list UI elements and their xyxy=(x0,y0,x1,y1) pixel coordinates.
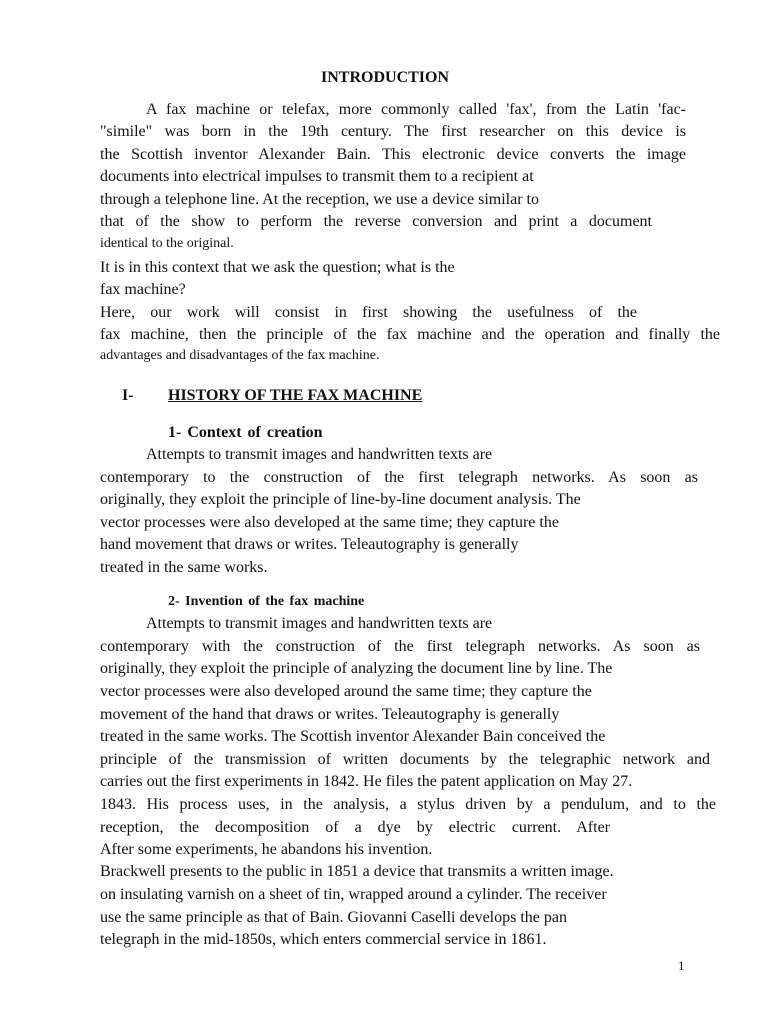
sub2-line: Attempts to transmit images and handwritten texts are xyxy=(146,615,493,632)
intro-line: identical to the original. xyxy=(100,236,234,251)
sub2-line: reception, the decomposition of a dye by electric current. After xyxy=(100,819,610,836)
sub2-line: originally, they exploit the principle of analyzing the document line by line. The xyxy=(100,660,613,677)
sub2-line: telegraph in the mid-1850s, which enters commercial service in 1861. xyxy=(100,931,547,948)
subsection-title: 1- Context of creation xyxy=(168,424,323,441)
page-number: 1 xyxy=(678,958,685,973)
section-title: HISTORY OF THE FAX MACHINE xyxy=(168,387,423,404)
intro-line: "simile" was born in the 19th century. The first researcher on this device is xyxy=(100,123,686,140)
sub2-line: treated in the same works. The Scottish inventor Alexander Bain conceived the xyxy=(100,728,606,745)
subsection-title: 2- Invention of the fax machine xyxy=(168,594,365,609)
sub2-line: carries out the first experiments in 1842. He files the patent application on May 27. xyxy=(100,773,633,790)
sub1-line: hand movement that draws or writes. Teleautography is generally xyxy=(100,536,519,553)
sub2-line: movement of the hand that draws or writes. Teleautography is generally xyxy=(100,706,560,723)
intro-line: It is in this context that we ask the question; what is the xyxy=(100,259,455,276)
intro-line: that of the show to perform the reverse conversion and print a document xyxy=(100,213,652,230)
sub1-line: Attempts to transmit images and handwritten texts are xyxy=(146,446,493,463)
sub2-line: contemporary with the construction of the first telegraph networks. As soon as xyxy=(100,638,700,655)
intro-line: A fax machine or telefax, more commonly called 'fax', from the Latin 'fac- xyxy=(146,101,686,118)
sub2-line: After some experiments, he abandons his invention. xyxy=(100,841,433,858)
intro-line: advantages and disadvantages of the fax machine. xyxy=(100,348,380,363)
sub2-line: use the same principle as that of Bain. Giovanni Caselli develops the pan xyxy=(100,909,567,926)
intro-line: documents into electrical impulses to transmit them to a recipient at xyxy=(100,168,534,185)
intro-title: INTRODUCTION xyxy=(321,69,450,86)
sub2-line: 1843. His process uses, in the analysis, a stylus driven by a pendulum, and to the xyxy=(100,796,716,813)
sub2-line: Brackwell presents to the public in 1851 a device that transmits a written image. xyxy=(100,863,614,880)
intro-line: the Scottish inventor Alexander Bain. This electronic device converts the image xyxy=(100,146,686,163)
intro-line: fax machine, then the principle of the fax machine and the operation and finally the xyxy=(100,326,720,343)
sub1-line: vector processes were also developed at the same time; they capture the xyxy=(100,514,559,531)
intro-line: Here, our work will consist in first showing the usefulness of the xyxy=(100,304,637,321)
intro-line: fax machine? xyxy=(100,281,186,298)
sub1-line: treated in the same works. xyxy=(100,559,268,576)
section-number: I- xyxy=(122,387,134,404)
sub2-line: principle of the transmission of written documents by the telegraphic network and xyxy=(100,751,710,768)
sub1-line: contemporary to the construction of the first telegraph networks. As soon as xyxy=(100,469,698,486)
sub1-line: originally, they exploit the principle of line-by-line document analysis. The xyxy=(100,491,581,508)
sub2-line: on insulating varnish on a sheet of tin, wrapped around a cylinder. The receiver xyxy=(100,886,607,903)
sub2-line: vector processes were also developed around the same time; they capture the xyxy=(100,683,592,700)
intro-line: through a telephone line. At the reception, we use a device similar to xyxy=(100,191,539,208)
